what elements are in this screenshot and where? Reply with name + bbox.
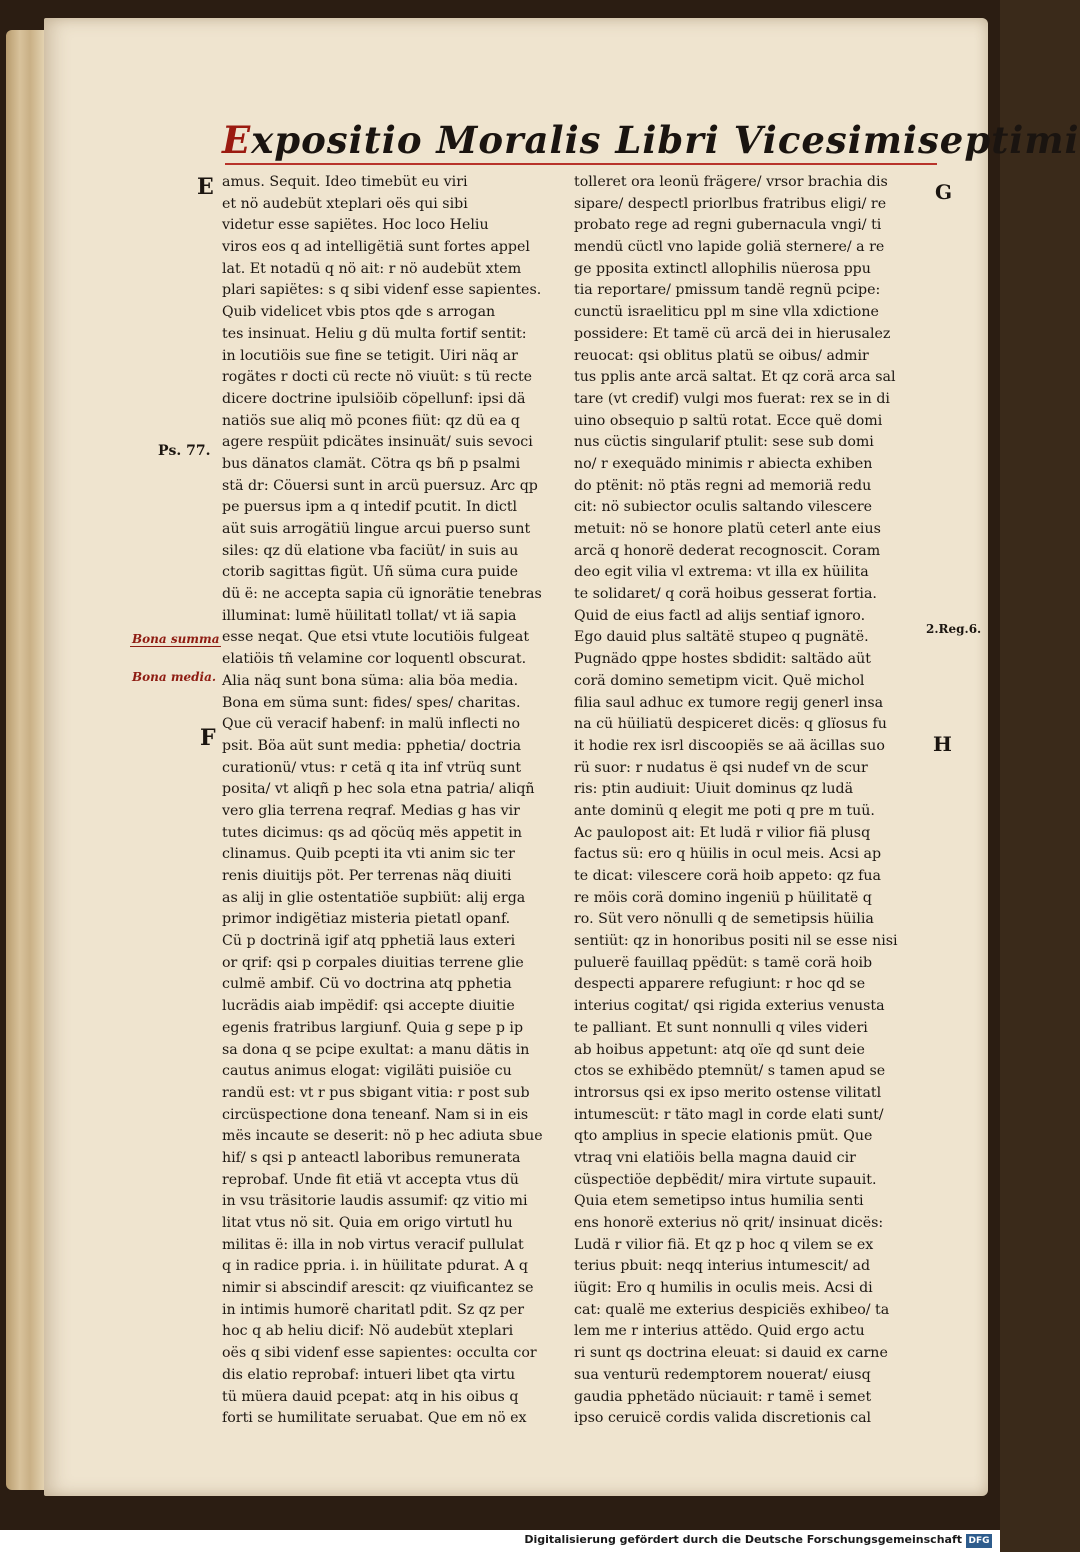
text-line: plari sapiëtes: s q sibi videnf esse sapientes. bbox=[222, 282, 542, 299]
text-line: uino obsequio p saltü rotat. Ecce quë domi bbox=[574, 412, 883, 429]
text-line: siles: qz dü elatione vba faciüt/ in suis au bbox=[222, 542, 519, 559]
text-line: sa dona q se pcipe exultat: a manu dätis in bbox=[222, 1041, 530, 1058]
text-line: tolleret ora leonü frägere/ vrsor brachia dis bbox=[574, 174, 888, 190]
text-line: dicere doctrine ipulsiöib cöpellunf: ipsi dä bbox=[222, 390, 526, 407]
text-line: culmë ambif. Cü vo doctrina atq pphetia bbox=[222, 976, 512, 993]
footer-credit: Digitalisierung gefördert durch die Deutsche Forschungsgemeinschaft bbox=[524, 1533, 962, 1546]
text-line: Pugnädo qppe hostes sbdidit: saltädo aüt bbox=[574, 651, 871, 668]
text-line: dü ë: ne accepta sapia cü ignorätie tenebras bbox=[222, 586, 542, 603]
text-line: do ptënit: nö ptäs regni ad memoriä redu bbox=[574, 477, 872, 494]
text-line: gaudia pphetädo nüciauit: r tamë i semet bbox=[574, 1388, 872, 1405]
text-line: hoc q ab heliu dicif: Nö audebüt xteplari bbox=[222, 1323, 514, 1340]
text-line: vtraq vni elatiöis bella magna dauid cir bbox=[574, 1149, 856, 1166]
text-line: cunctü israeliticu ppl m sine vlla xdictione bbox=[574, 304, 879, 321]
running-head-rule bbox=[225, 163, 937, 165]
text-line: tes insinuat. Heliu g dü multa fortif sentit: bbox=[222, 325, 527, 342]
text-line: factus sü: ero q hüilis in ocul meis. Acsi ap bbox=[574, 846, 882, 863]
text-line: Quid de eius factl ad alijs sentiaf ignoro. bbox=[574, 607, 866, 624]
text-line: stä dr: Cöuersi sunt in arcü puersuz. Arc qp bbox=[222, 477, 538, 494]
text-line: cat: qualë me exterius despiciës exhibeo/ ta bbox=[574, 1301, 890, 1318]
text-line: despecti apparere refugiunt: r hoc qd se bbox=[574, 976, 866, 993]
text-line: vero glia terrena reqraf. Medias g has vir bbox=[222, 802, 520, 819]
text-line: arcä q honorë dederat recognoscit. Coram bbox=[574, 542, 881, 559]
text-line: interius cogitat/ qsi rigida exterius venusta bbox=[574, 998, 885, 1015]
margin-ref-regum: 2.Reg.6. bbox=[926, 622, 982, 636]
text-line: Quib videlicet vbis ptos qde s arrogan bbox=[222, 304, 496, 321]
text-line: rü suor: r nudatus ë qsi nudef vn de scur bbox=[574, 759, 868, 776]
text-line: ipso ceruicë cordis valida discretionis cal bbox=[574, 1410, 872, 1427]
text-line: tutes dicimus: qs ad qöcüq mës appetit in bbox=[222, 824, 522, 841]
text-column-right bbox=[574, 172, 916, 1427]
running-head: Expositio Moralis Libri Vicesimiseptimi bbox=[222, 118, 1080, 162]
text-line: terius pbuit: neqq interius intumescit/ ad bbox=[574, 1258, 871, 1275]
text-line: puluerë fauillaq ppëdüt: s tamë corä hoib bbox=[574, 954, 873, 971]
margin-letter-h: H bbox=[933, 732, 952, 756]
text-line: in locutiöis sue fine se tetigit. Uiri näq ar bbox=[222, 347, 518, 364]
text-line: psit. Böa aüt sunt media: pphetia/ doctria bbox=[222, 737, 522, 754]
text-line: filia saul adhuc ex tumore regij generl insa bbox=[574, 694, 884, 711]
text-line: no/ r exequädo minimis r abiecta exhiben bbox=[574, 455, 873, 472]
text-line: elatiöis tñ velamine cor loquentl obscurat. bbox=[222, 651, 527, 668]
text-line: ctos se exhibëdo ptemnüt/ s tamen apud se bbox=[574, 1063, 886, 1080]
text-line: te solidaret/ q corä hoibus gesserat fortia. bbox=[574, 586, 877, 603]
text-line: posita/ vt aliqñ p hec sola etna patria/ aliqñ bbox=[222, 781, 535, 798]
text-line: agere respüit pdicätes insinuät/ suis sevoci bbox=[222, 434, 533, 451]
text-line: na cü hüiliatü despiceret dicës: q glïosus fu bbox=[574, 716, 887, 733]
footer-bar bbox=[0, 1530, 1000, 1552]
text-line: sipare/ despectl priorlbus fratribus eligi/ re bbox=[574, 195, 887, 212]
margin-letter-e: E bbox=[197, 174, 214, 200]
text-line: te palliant. Et sunt nonnulli q viles videri bbox=[574, 1019, 868, 1036]
text-line: et nö audebüt xteplari oës qui sibi bbox=[222, 195, 468, 212]
text-line: iügit: Ero q humilis in oculis meis. Acsi di bbox=[574, 1280, 873, 1297]
text-line: egenis fratribus largiunf. Quia g sepe p ip bbox=[222, 1019, 524, 1036]
text-line: ante dominü q elegit me poti q pre m tuü. bbox=[574, 802, 875, 819]
text-line: Ego dauid plus saltätë stupeo q pugnätë. bbox=[574, 629, 869, 646]
text-line: renis diuitijs pöt. Per terrenas näq diuiti bbox=[222, 868, 512, 884]
text-line: metuit: nö se honore platü ceterl ante eius bbox=[574, 521, 881, 537]
text-line: tus pplis ante arcä saltat. Et qz corä arca sal bbox=[574, 369, 896, 386]
margin-letter-f: F bbox=[200, 725, 216, 751]
text-line: illuminat: lumë hüilitatl tollat/ vt iä sapia bbox=[222, 607, 517, 624]
text-line: ctorib sagittas figüt. Uñ süma cura puide bbox=[222, 564, 519, 581]
text-line: natiös sue aliq mö pcones fiüt: qz dü ea q bbox=[222, 412, 520, 429]
text-line: pe puersus ipm a q intedif pcutit. In dictl bbox=[222, 499, 518, 516]
text-line: tia reportare/ pmissum tandë regnü pcipe: bbox=[574, 282, 881, 299]
margin-note-bona-media: Bona media. bbox=[132, 670, 217, 684]
text-line: ens honorë exterius nö qrit/ insinuat dicës: bbox=[574, 1215, 884, 1231]
text-line: militas ë: illa in nob virtus veracif pullulat bbox=[222, 1236, 524, 1253]
text-column-left bbox=[222, 172, 564, 1427]
text-line: nus cüctis singularif ptulit: sese sub domi bbox=[574, 434, 874, 451]
text-line: Bona em süma sunt: fides/ spes/ charitas. bbox=[222, 694, 521, 711]
margin-note-bona-summa: Bona summa bbox=[132, 632, 220, 646]
text-line: randü est: vt r pus sbigant vitia: r post sub bbox=[222, 1084, 530, 1101]
text-line: clinamus. Quib pcepti ita vti anim sic ter bbox=[222, 846, 515, 863]
text-line: introrsus qsi ex ipso merito ostense vilitatl bbox=[574, 1084, 882, 1101]
text-line: cautus animus elogat: vigiläti puisiöe cu bbox=[222, 1063, 512, 1080]
text-line: reuocat: qsi oblitus platü se oibus/ admir bbox=[574, 347, 869, 364]
text-line: deo egit vilia vl extrema: vt illa ex hüilita bbox=[574, 564, 869, 581]
text-line: aüt suis arrogätiü lingue arcui puerso sunt bbox=[222, 521, 531, 537]
text-line: Ludä r vilior fiä. Et qz p hoc q vilem se ex bbox=[574, 1236, 874, 1253]
dfg-logo: DFG bbox=[966, 1534, 992, 1548]
text-line: as alij in glie ostentatiöe supbiüt: alij erga bbox=[222, 889, 526, 906]
text-line: videtur esse sapiëtes. Hoc loco Heliu bbox=[222, 217, 489, 234]
text-line: primor indigëtiaz misteria pietatl opanf. bbox=[222, 911, 511, 928]
text-line: qto amplius in specie elationis pmüt. Que bbox=[574, 1128, 873, 1145]
text-line: ge pposita extinctl allophilis nüerosa ppu bbox=[574, 260, 871, 277]
text-line: lucrädis aiab impëdif: qsi accepte diuitie bbox=[222, 998, 515, 1015]
text-line: mës incaute se deserit: nö p hec adiuta sbue bbox=[222, 1128, 543, 1145]
text-line: rogätes r docti cü recte nö viuüt: s tü recte bbox=[222, 369, 533, 386]
text-line: tü müera dauid pcepat: atq in his oibus q bbox=[222, 1388, 519, 1405]
text-line: ab hoibus appetunt: atq oïe qd sunt deie bbox=[574, 1041, 865, 1058]
text-line: tare (vt credif) vulgi mos fuerat: rex se in di bbox=[574, 390, 890, 407]
text-line: dis elatio reprobaf: intueri libet qta virtu bbox=[222, 1366, 516, 1383]
text-line: hif/ s qsi p anteactl laboribus remunerata bbox=[222, 1149, 521, 1166]
text-line: oës q sibi videnf esse sapientes: occulta cor bbox=[222, 1345, 537, 1362]
text-line: Quia etem semetipso intus humilia senti bbox=[574, 1193, 864, 1210]
text-line: probato rege ad regni gubernacula vngi/ ti bbox=[574, 217, 882, 234]
text-line: Alia näq sunt bona süma: alia böa media. bbox=[222, 672, 519, 689]
text-line: circüspectione dona teneanf. Nam si in eis bbox=[222, 1106, 529, 1123]
text-line: q in radice ppria. i. in hüilitate pdurat. A q bbox=[222, 1258, 528, 1275]
text-line: lem me r interius attëdo. Quid ergo actu bbox=[574, 1323, 865, 1340]
text-line: intumescüt: r täto magl in corde elati sunt/ bbox=[574, 1106, 884, 1123]
text-line: sentiüt: qz in honoribus positi nil se esse nisi bbox=[574, 933, 898, 950]
text-line: reprobaf. Unde fit etiä vt accepta vtus dü bbox=[222, 1171, 519, 1188]
text-line: te dicat: vilescere corä hoib appeto: qz fua bbox=[574, 868, 881, 884]
text-line: mendü cüctl vno lapide goliä sternere/ a re bbox=[574, 239, 885, 256]
text-line: ro. Süt vero nönulli q de semetipsis hüilia bbox=[574, 911, 874, 928]
text-line: re möis corä domino ingeniü p hüilitatë q bbox=[574, 889, 872, 906]
text-line: it hodie rex isrl discoopiës se aä äcillas suo bbox=[574, 737, 885, 754]
text-line: possidere: Et tamë cü arcä dei in hierusalez bbox=[574, 325, 891, 342]
text-line: forti se humilitate seruabat. Que em nö ex bbox=[222, 1410, 527, 1427]
margin-ref-psalm: Ps. 77. bbox=[158, 443, 211, 459]
text-line: litat vtus nö sit. Quia em origo virtutl hu bbox=[222, 1215, 513, 1231]
text-line: curationü/ vtus: r cetä q ita inf vtrüq sunt bbox=[222, 759, 522, 776]
text-line: or qrif: qsi p corpales diuitias terrene glie bbox=[222, 954, 524, 971]
text-line: in intimis humorë charitatl pdit. Sz qz per bbox=[222, 1301, 525, 1318]
text-line: amus. Sequit. Ideo timebüt eu viri bbox=[222, 174, 468, 190]
text-line: Que cü veracif habenf: in malü inflecti no bbox=[222, 716, 521, 733]
text-line: in vsu träsitorie laudis assumif: qz vitio mi bbox=[222, 1193, 528, 1210]
text-line: Ac paulopost ait: Et ludä r vilior fiä plusq bbox=[574, 824, 871, 841]
text-line: cit: nö subiector oculis saltando vilescere bbox=[574, 499, 873, 516]
margin-letter-g: G bbox=[935, 180, 953, 204]
text-line: lat. Et notadü q nö ait: r nö audebüt xtem bbox=[222, 260, 522, 277]
text-line: viros eos q ad intelligëtiä sunt fortes appel bbox=[222, 239, 530, 256]
text-line: sua venturü redemptorem nouerat/ eiusq bbox=[574, 1366, 871, 1383]
text-line: nimir si abscindif arescit: qz viuificantez se bbox=[222, 1280, 534, 1297]
text-line: ris: ptin audiuit: Uiuit dominus qz ludä bbox=[574, 781, 854, 798]
text-line: bus dänatos clamät. Cötra qs bñ p psalmi bbox=[222, 455, 521, 472]
book-page-edges bbox=[6, 30, 46, 1490]
text-line: ri sunt qs doctrina eleuat: si dauid ex carne bbox=[574, 1345, 888, 1362]
text-line: esse neqat. Que etsi vtute locutiöis fulgeat bbox=[222, 629, 530, 646]
text-line: corä domino semetipm vicit. Quë michol bbox=[574, 672, 865, 689]
text-line: cüspectiöe depbëdit/ mira virtute supauit. bbox=[574, 1171, 877, 1188]
text-line: Cü p doctrinä igif atq pphetiä laus exteri bbox=[222, 933, 516, 950]
